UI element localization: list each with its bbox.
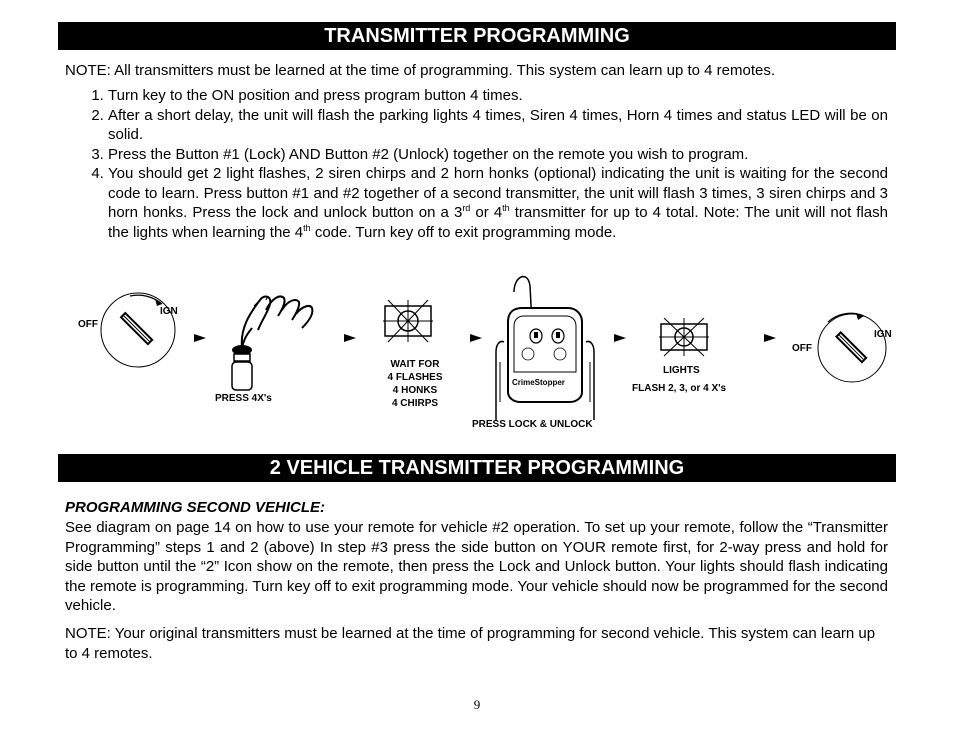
flash-label: FLASH 2, 3, or 4 X's (632, 383, 727, 394)
steps-list (65, 86, 888, 242)
step-4-text-a: You should get 2 light flashes, 2 siren chirps and 2 horn honks (optional) indicating the unit is waiting for the second code to learn. Press button #1 and #2 together of a second transmitter, the unit will flash 3 times, 3 siren chirps and 3 horn honks. Press the lock and unlock button on a 3 (108, 165, 888, 221)
wait-line-4: 4 CHIRPS (391, 398, 439, 409)
remote-transmitter-icon (480, 272, 610, 420)
section-title-2-vehicle: 2 VEHICLE TRANSMITTER PROGRAMMING (58, 454, 896, 482)
step-4 (108, 164, 888, 242)
flashing-light-icon-2 (659, 318, 709, 358)
note-transmitters: NOTE: All transmitters must be learned at the time of programming. This system can learn up to 4 remotes. (65, 62, 776, 79)
step-4-text-b: or 4 (470, 204, 503, 221)
programming-second-vehicle-heading: PROGRAMMING SECOND VEHICLE: (65, 499, 326, 516)
arrow-right-icon-1 (194, 334, 206, 342)
step-1: 1. Turn key to the ON position and press program button 4 times. (108, 86, 888, 106)
ign-label-2: IGN (874, 329, 892, 340)
off-label-2: OFF (792, 343, 812, 354)
sup-rd: rd (462, 203, 471, 213)
lights-label: LIGHTS (663, 365, 700, 376)
section-title-transmitter-programming: TRANSMITTER PROGRAMMING (58, 22, 896, 50)
arrow-right-icon-5 (764, 334, 776, 342)
wait-line-1: WAIT FOR (390, 359, 440, 370)
step-3: 3. Press the Button #1 (Lock) AND Button #2 (Unlock) together on the remote you wish to program. (108, 145, 888, 165)
step-4-text-c: transmitter for up to 4 total. Note: The unit will not flash the lights when learning the 4 (108, 204, 888, 241)
step-2: 2. After a short delay, the unit will flash the parking lights 4 times, Siren 4 times, Horn 4 times and status LED will be on solid. (108, 106, 888, 145)
second-vehicle-paragraph: See diagram on page 14 on how to use your remote for vehicle #2 operation. To set up your remote, follow the “Transmitter Programming” steps 1 and 2 (above) In step #3 press the side button on YOUR remote first, for 2-way press and hold for side button until the “2” Icon show on the remote, then press the Lock and Unlock button. Your lights should flash indicating the remote is programming. Turn key off to exit programming mode. Your vehicle should now be programmed for the second vehicle. (65, 519, 888, 614)
finger-press-icon (222, 288, 332, 398)
off-label-1: OFF (78, 319, 98, 330)
sup-th-1: th (502, 203, 510, 213)
flashing-light-icon-1 (383, 300, 433, 344)
wait-line-3: 4 HONKS (392, 385, 438, 396)
ign-label-1: IGN (160, 306, 178, 317)
wait-line-2: 4 FLASHES (387, 372, 443, 383)
step-4-text-d: code. Turn key off to exit programming mode. (310, 223, 617, 241)
remote-brand-label: CrimeStopper (512, 378, 565, 387)
note-second-vehicle: NOTE: Your original transmitters must be learned at the time of programming for second vehicle. This system can learn up to 4 remotes. (65, 625, 876, 662)
ignition-key-icon-2 (808, 310, 898, 390)
press-lock-unlock-label: PRESS LOCK & UNLOCK (472, 419, 593, 430)
ignition-key-icon-1 (100, 290, 190, 370)
sup-th-2: th (303, 222, 311, 233)
arrow-right-icon-2 (344, 334, 356, 342)
page-number: 9 (473, 697, 481, 712)
press-4x-label: PRESS 4X's (215, 393, 272, 404)
arrow-right-icon-4 (614, 334, 626, 342)
wait-for-label (380, 358, 450, 410)
